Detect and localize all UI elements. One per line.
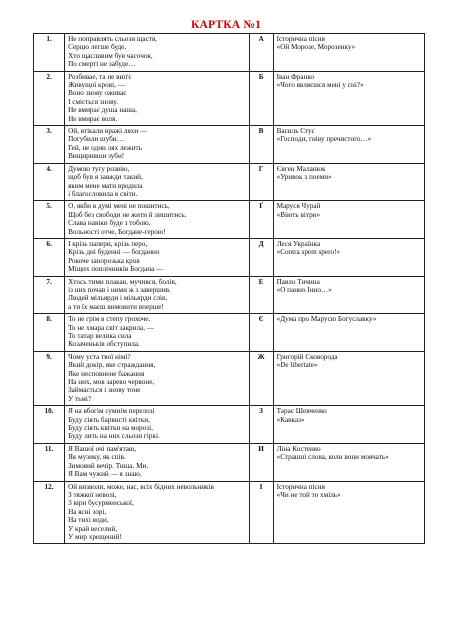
table-row	[34, 276, 425, 314]
poem-line: З тяжкої неволі,	[68, 490, 117, 499]
poem-line: Щоб без свободи не жити й лишитись.	[68, 210, 187, 219]
work-title: «De libertate»	[276, 361, 318, 370]
poem-excerpt	[65, 163, 249, 201]
poem-line: Хто щасливим був часочок,	[68, 51, 153, 60]
author-name: Григорій Сковорода	[276, 352, 338, 361]
poem-excerpt	[65, 481, 249, 544]
author-work	[273, 126, 424, 164]
author-name: Леся Українка	[276, 239, 321, 248]
poem-line: Ой, втікали вражі ляхи —	[68, 127, 148, 136]
work-title: «Чи не той то хміль»	[276, 490, 341, 499]
poem-line: Людей мільярди і мільярди слів,	[68, 294, 168, 303]
poem-line: Ой визволи, може, нас, всіх бідних невольників	[68, 482, 214, 491]
poem-line: Розбивае, та не вип'є	[68, 72, 132, 81]
row-number: 7.	[34, 276, 65, 314]
poem-line: Воно знову оживає	[68, 89, 127, 98]
answer-letter: В	[249, 126, 273, 164]
poem-line: Слава навіки буде з тобою,	[68, 219, 151, 228]
poem-excerpt	[65, 443, 249, 481]
poem-line: На них, мов зарево червоне,	[68, 378, 155, 387]
poem-line: Зимовий вечір. Тиша. Ми.	[68, 461, 149, 470]
poem-line: У тьмі?	[68, 394, 92, 403]
poem-line: Займається і знову тоне	[68, 386, 141, 395]
poem-excerpt	[65, 314, 249, 352]
answer-letter: И	[249, 443, 273, 481]
poem-line: Крізь дні буденні — богданно	[68, 248, 160, 257]
poem-line: Думою тугу розвію,	[68, 164, 130, 173]
answer-letter: Б	[249, 71, 273, 125]
work-title: «Господи, гніву пречистого…»	[276, 135, 372, 144]
poem-line: То не грім в степу грохоче.	[68, 315, 151, 324]
table-row	[34, 314, 425, 352]
row-number: 10.	[34, 406, 65, 444]
answer-letter: Е	[249, 276, 273, 314]
matching-table	[33, 33, 425, 544]
row-number: 9.	[34, 351, 65, 405]
table-row	[34, 71, 425, 125]
work-title: «О панно Інно…»	[276, 285, 332, 294]
row-number: 6.	[34, 238, 65, 276]
poem-line: Не вмирає воля.	[68, 114, 118, 123]
poem-line: Серцю легше буде,	[68, 43, 127, 52]
poem-line: а ти їх маєш вимовити вперше!	[68, 302, 164, 311]
poem-line: І крізь папери, крізь перо,	[68, 239, 148, 248]
answer-letter: Ґ	[249, 201, 273, 239]
answer-letter: Г	[249, 163, 273, 201]
poem-line: щоб був я завжди такий,	[68, 173, 143, 182]
poem-line: Хтось тими плакав, мучився, болів,	[68, 277, 177, 286]
poem-line: Погубили шуби…	[68, 135, 124, 144]
poem-excerpt	[65, 238, 249, 276]
page-title: КАРТКА №1	[190, 19, 262, 31]
poem-line: На ясні зорі,	[68, 507, 107, 516]
answer-letter: Д	[249, 238, 273, 276]
author-work	[273, 238, 424, 276]
poem-line: На тихі води,	[68, 516, 109, 525]
poem-excerpt	[65, 71, 249, 125]
author-work	[273, 163, 424, 201]
poem-line: По смерті не забуде…	[68, 60, 136, 69]
author-work	[273, 201, 424, 239]
poem-line: Який докір, яке страждання,	[68, 361, 156, 370]
poem-line: і благословила в світи.	[68, 189, 138, 198]
row-number: 8.	[34, 314, 65, 352]
poem-line: Вольності отче, Богдане-герою!	[68, 227, 166, 236]
poem-line: О, якби в думі мені не пошитись,	[68, 202, 170, 211]
author-work	[273, 314, 424, 352]
row-number: 1.	[34, 34, 65, 72]
author-work	[273, 351, 424, 405]
poem-line: Буду сіять барвисті квітки,	[68, 415, 150, 424]
poem-line: То татар велика сила	[68, 332, 132, 340]
table-body	[34, 34, 425, 544]
poem-line: Яке несповнене бажання	[68, 369, 145, 378]
author-name: Василь Стус	[276, 127, 315, 136]
work-title: «Віють вітри»	[276, 210, 321, 219]
author-name: Ліна Костенко	[276, 444, 321, 453]
poem-excerpt	[65, 351, 249, 405]
author-name: Павло Тичина	[276, 277, 320, 286]
poem-line: З віри бусурменської,	[68, 499, 134, 508]
row-number: 3.	[34, 126, 65, 164]
poem-line: Рокоче запорозька кров	[68, 256, 140, 265]
row-number: 2.	[34, 71, 65, 125]
author-name: Маруся Чурай	[276, 202, 321, 211]
author-work	[273, 481, 424, 544]
answer-letter: З	[249, 406, 273, 444]
poem-excerpt	[65, 201, 249, 239]
poem-line: То не хмара світ закрила, —	[68, 323, 155, 332]
work-title: «Ой Морозе, Морозенку»	[276, 43, 356, 52]
poem-line: У край веселий,	[68, 524, 118, 533]
poem-line: Я на вбогім сумнім перелозі	[68, 407, 155, 416]
poem-line: Як музику, як спів.	[68, 453, 126, 462]
author-name: Іван Франко	[276, 72, 315, 81]
table-row	[34, 351, 425, 405]
author-work	[273, 34, 424, 72]
poem-excerpt	[65, 406, 249, 444]
answer-letter: Є	[249, 314, 273, 352]
poem-line: У мир хрещений!	[68, 532, 122, 541]
work-title: «Дума про Марусю Богуславку»	[276, 315, 377, 324]
author-name: Історична пісня	[276, 35, 325, 43]
table-row	[34, 238, 425, 276]
work-title: «Уривок з поеми»	[276, 173, 332, 182]
row-number: 11.	[34, 443, 65, 481]
table-row	[34, 201, 425, 239]
poem-line: Я Вашої очі пам'ятаю,	[68, 444, 137, 453]
poem-line: Я Вам чужий — я знаю.	[68, 470, 142, 479]
table-row	[34, 443, 425, 481]
work-title: «Чого являєшся мені у сні?»	[276, 81, 364, 90]
poem-line: із них почав і ними ж з завершив.	[68, 285, 171, 294]
table-row	[34, 34, 425, 72]
row-number: 5.	[34, 201, 65, 239]
work-title: «Contra spem spero!»	[276, 248, 341, 257]
row-number: 4.	[34, 163, 65, 201]
poem-line: Козаченьків обступила.	[68, 340, 140, 349]
answer-letter: І	[249, 481, 273, 544]
table-row	[34, 163, 425, 201]
work-title: «Страшні слова, коли вони мовчать»	[276, 453, 389, 462]
poem-line: Вищиривши зуби!	[68, 152, 125, 161]
poem-line: яким мене мати вродила	[68, 181, 143, 190]
row-number: 12.	[34, 481, 65, 544]
poem-excerpt	[65, 34, 249, 72]
answer-letter: А	[249, 34, 273, 72]
poem-line: Чому уста твої німі?	[68, 352, 131, 361]
poem-line: Не поправлять сльози щастя,	[68, 35, 157, 43]
poem-line: Буду лить на них сльози гіркі.	[68, 432, 160, 441]
author-work	[273, 443, 424, 481]
table-row	[34, 406, 425, 444]
author-name: Тарас Шевченко	[276, 407, 327, 416]
work-title: «Кавказ»	[276, 415, 305, 424]
author-name: Історична пісня	[276, 482, 325, 491]
poem-excerpt	[65, 276, 249, 314]
author-work	[273, 276, 424, 314]
author-work	[273, 71, 424, 125]
table-row	[34, 126, 425, 164]
author-work	[273, 406, 424, 444]
poem-line: Гей, не один лях лежить	[68, 143, 142, 152]
poem-line: Буду сіять квітки на морозі,	[68, 424, 153, 433]
poem-excerpt	[65, 126, 249, 164]
table-row	[34, 481, 425, 544]
poem-line: Не вмирає душа наша,	[68, 106, 137, 115]
poem-line: І сміється знову.	[68, 97, 118, 106]
poem-line: Міщих поплічників Богдана —	[68, 265, 164, 274]
poem-line: Живущої крові, —	[68, 81, 125, 90]
answer-letter: Ж	[249, 351, 273, 405]
author-name: Євген Маланюк	[276, 164, 326, 173]
